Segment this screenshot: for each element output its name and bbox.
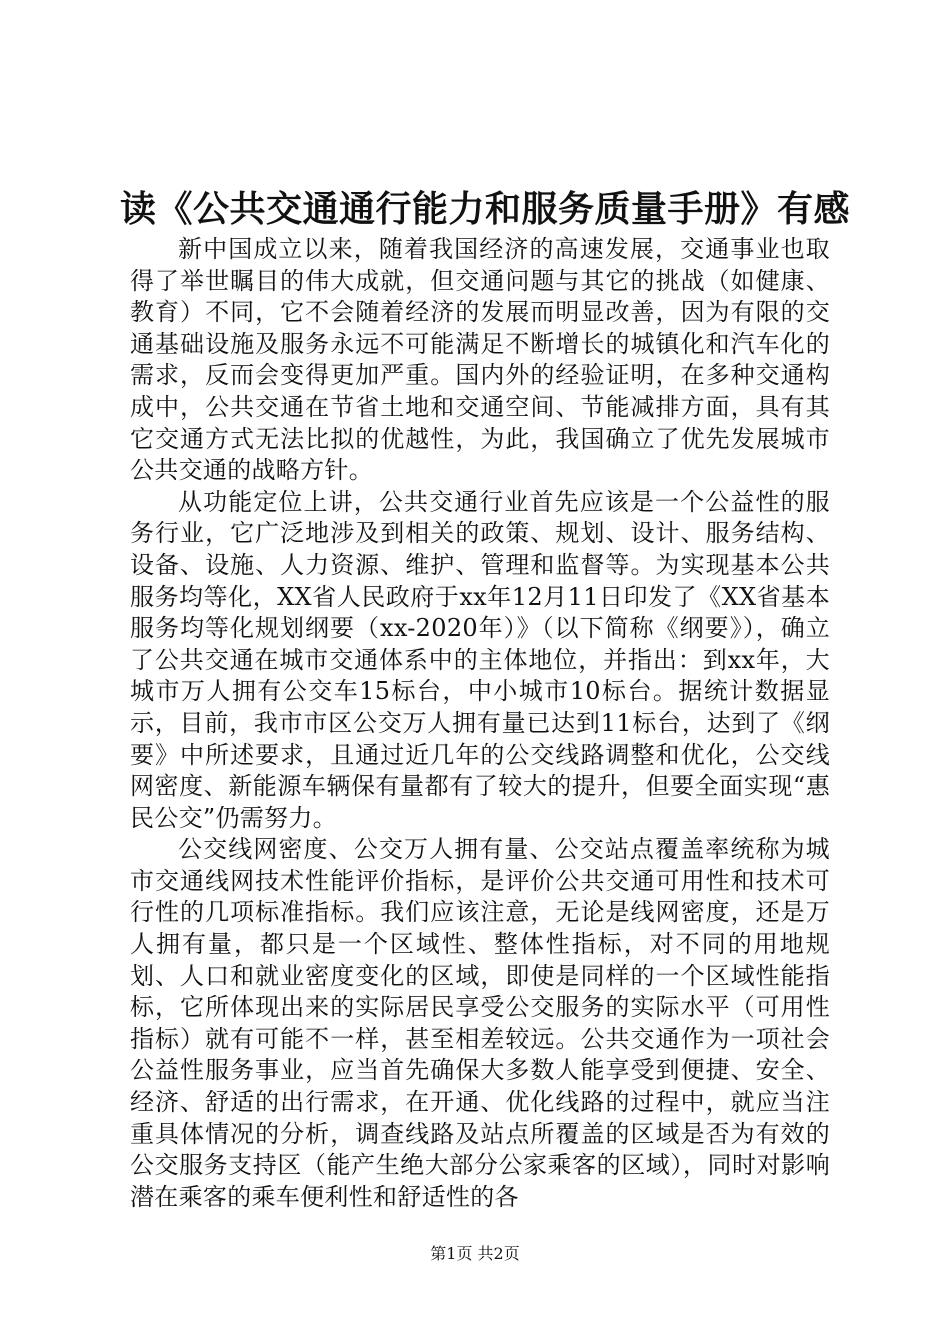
- paragraph-3: 公交线网密度、公交万人拥有量、公交站点覆盖率统称为城市交通线网技术性能评价指标，是评价公共交通可用性和技术可行性的几项标准指标。我们应该注意，无论是线网密度，还是万人拥有量，都只是一个区域性、整体性指标，对不同的用地规划、人口和就业密度变化的区域，即使是同样的一个区域性能指标，它所体现出来的实际居民享受公交服务的实际水平（可用性指标）就有可能不一样，甚至相差较远。公共交通作为一项社会公益性服务事业，应当首先确保大多数人能享受到便捷、安全、经济、舒适的出行需求，在开通、优化线路的过程中，就应当注重具体情况的分析，调查线路及站点所覆盖的区域是否为有效的公交服务支持区（能产生绝大部分公家乘客的区域），同时对影响潜在乘客的乘车便利性和舒适性的各: [130, 835, 830, 1211]
- paragraph-1: 新中国成立以来，随着我国经济的高速发展，交通事业也取得了举世瞩目的伟大成就，但交通问题与其它的挑战（如健康、教育）不同，它不会随着经济的发展而明显改善，因为有限的交通基础设施及服务永远不可能满足不断增长的城镇化和汽车化的需求，反而会变得更加严重。国内外的经验证明，在多种交通构成中，公共交通在节省土地和交通空间、节能减排方面，具有其它交通方式无法比拟的优越性，为此，我国确立了优先发展城市公共交通的战略方针。: [130, 235, 830, 485]
- page-footer: 第1页 共2页: [430, 1244, 520, 1263]
- document-title: 读《公共交通通行能力和服务质量手册》有感: [120, 188, 851, 230]
- document-body: [130, 234, 830, 1213]
- paragraph-2: 从功能定位上讲，公共交通行业首先应该是一个公益性的服务行业，它广泛地涉及到相关的政策、规划、设计、服务结构、设备、设施、人力资源、维护、管理和监督等。为实现基本公共服务均等化，XX省人民政府于xx年12月11日印发了《XX省基本服务均等化规划纲要（xx-2020年）》（以下简称《纲要》），确立了公共交通在城市交通体系中的主体地位，并指出：到xx年，大城市万人拥有公交车15标台，中小城市10标台。据统计数据显示，目前，我市市区公交万人拥有量已达到11标台，达到了《纲要》中所述要求，且通过近几年的公交线路调整和优化，公交线网密度、新能源车辆保有量都有了较大的提升，但要全面实现“惠民公交”仍需努力。: [130, 487, 830, 832]
